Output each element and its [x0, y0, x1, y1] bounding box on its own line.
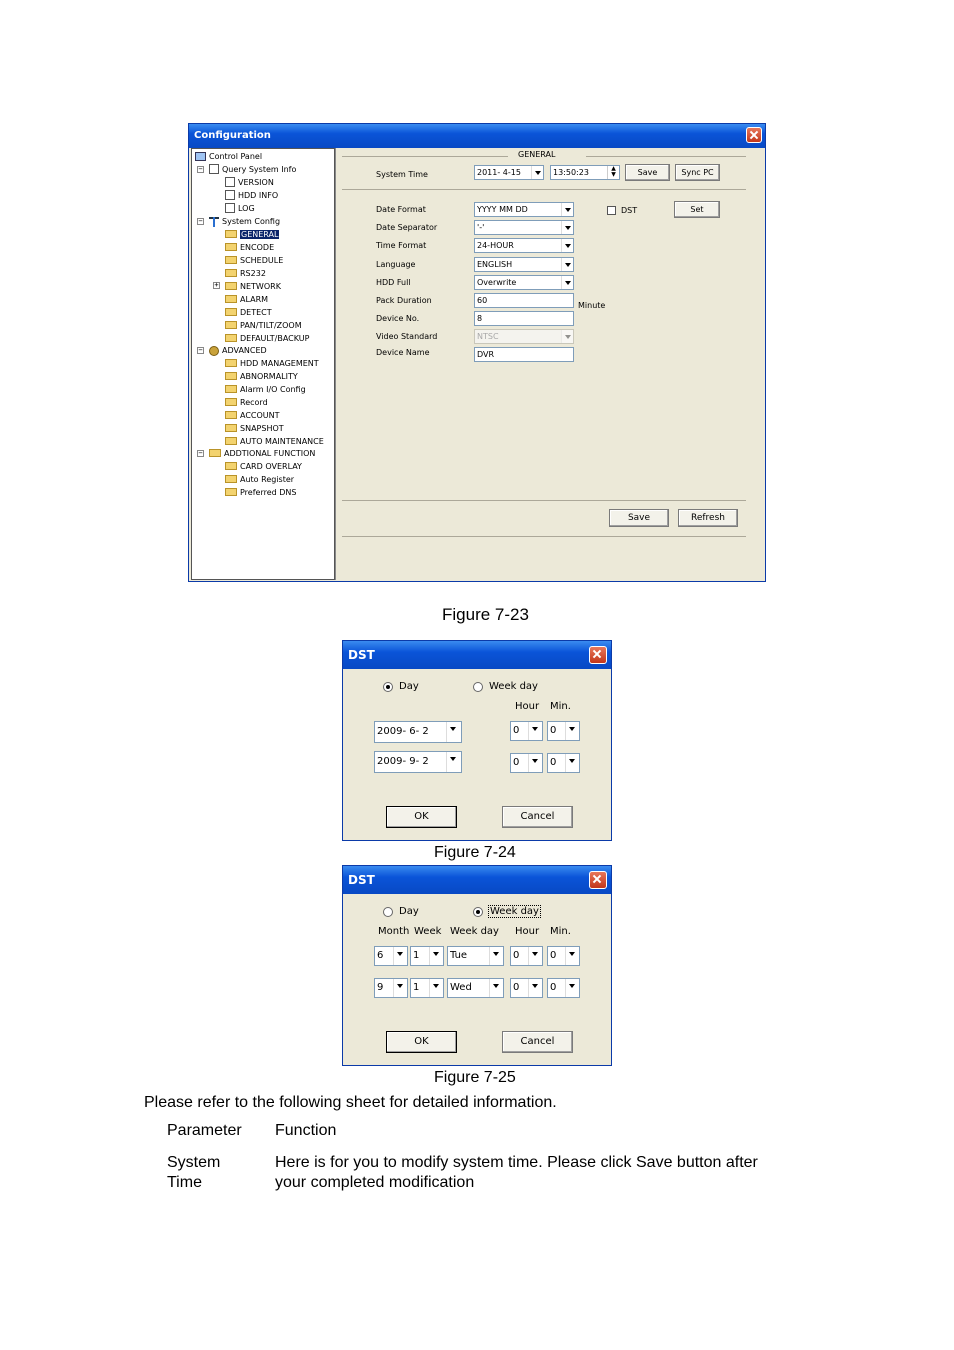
folder-icon	[225, 321, 237, 329]
folder-icon	[225, 385, 237, 393]
day-label: Day	[399, 906, 419, 917]
tree-item-record[interactable]: Record	[225, 396, 268, 409]
folder-icon	[225, 256, 237, 264]
end-hour-select[interactable]: 0	[510, 753, 543, 773]
folder-icon	[225, 334, 237, 342]
start-weekday-select[interactable]: Tue	[447, 946, 504, 966]
chevron-down-icon[interactable]	[561, 239, 573, 252]
min-header: Min.	[550, 926, 571, 937]
tree-item-account[interactable]: ACCOUNT	[225, 409, 280, 422]
video-standard-select: NTSC	[474, 329, 574, 344]
tools-icon	[209, 346, 219, 356]
table-row-param-line2: Time	[167, 1174, 202, 1191]
weekday-label: Week day	[490, 906, 539, 917]
section-title: GENERAL	[518, 150, 556, 159]
start-hour-select[interactable]: 0	[510, 721, 543, 741]
folder-icon	[225, 359, 237, 367]
date-separator-select[interactable]: '-'	[474, 220, 574, 235]
chevron-down-icon[interactable]	[531, 166, 543, 179]
tree-item-abnormality[interactable]: ABNORMALITY	[225, 370, 298, 383]
start-hour-select[interactable]: 0	[510, 946, 543, 966]
table-header-parameter: Parameter	[167, 1122, 242, 1139]
chevron-down-icon[interactable]	[561, 258, 573, 271]
folder-icon	[225, 295, 237, 303]
collapse-icon[interactable]: −	[198, 165, 203, 173]
tree-item-auto-register[interactable]: Auto Register	[225, 473, 294, 486]
day-radio[interactable]	[383, 682, 393, 692]
dst-day-dialog	[342, 640, 612, 841]
system-date-picker[interactable]: 2011- 4-15	[474, 165, 544, 180]
chevron-down-icon[interactable]	[561, 221, 573, 234]
chevron-down-icon[interactable]	[565, 979, 579, 997]
language-select[interactable]: ENGLISH	[474, 257, 574, 272]
chevron-down-icon[interactable]	[528, 979, 542, 997]
tree-item-version[interactable]: VERSION	[225, 176, 274, 189]
document-edit-icon	[225, 203, 235, 213]
tree-item-snapshot[interactable]: SNAPSHOT	[225, 422, 284, 435]
document-edit-icon	[225, 177, 235, 187]
document-edit-icon	[225, 190, 235, 200]
folder-icon	[225, 372, 237, 380]
tree-item-preferred-dns[interactable]: Preferred DNS	[225, 486, 296, 499]
chevron-down-icon[interactable]	[446, 722, 461, 742]
table-row-param-line1: System	[167, 1154, 221, 1171]
hdd-full-select[interactable]: Overwrite	[474, 275, 574, 290]
general-panel	[335, 148, 766, 580]
figure-7-24-caption: Figure 7-24	[434, 844, 516, 861]
collapse-icon[interactable]: −	[198, 217, 203, 225]
folder-icon	[225, 282, 237, 290]
device-name-label: Device Name	[376, 348, 430, 357]
tree-item-alarm[interactable]: ALARM	[225, 293, 268, 306]
weekday-label: Week day	[489, 681, 538, 692]
table-header-function: Function	[275, 1122, 337, 1139]
tree-item-schedule[interactable]: SCHEDULE	[225, 254, 283, 267]
chevron-down-icon[interactable]	[489, 947, 503, 965]
chevron-down-icon[interactable]	[489, 979, 503, 997]
tree-item-general[interactable]: GENERAL	[225, 228, 279, 241]
dst-titlebar	[343, 866, 611, 894]
folder-icon	[225, 243, 237, 251]
folder-icon	[225, 398, 237, 406]
table-row-func-line1: Here is for you to modify system time. Please click Save button after	[275, 1154, 758, 1171]
date-separator-label: Date Separator	[376, 223, 438, 232]
end-min-select[interactable]: 0	[547, 753, 580, 773]
dst-set-button[interactable]: Set	[674, 201, 720, 218]
tree-item-log[interactable]: LOG	[225, 202, 255, 215]
weekday-header: Week day	[450, 926, 499, 937]
chevron-down-icon[interactable]	[528, 947, 542, 965]
tree-item-default-backup[interactable]: DEFAULT/BACKUP	[225, 332, 309, 345]
tree-item-alarm-io-config[interactable]: Alarm I/O Config	[225, 383, 306, 396]
close-icon[interactable]	[746, 127, 762, 143]
tree-item-card-overlay[interactable]: CARD OVERLAY	[225, 460, 302, 473]
hour-header: Hour	[515, 701, 540, 712]
configuration-titlebar	[189, 124, 765, 148]
chevron-down-icon[interactable]	[561, 276, 573, 289]
device-name-input[interactable]: DVR	[474, 347, 574, 362]
collapse-icon[interactable]: −	[198, 449, 203, 457]
computer-icon	[195, 152, 206, 161]
end-date-picker[interactable]: 2009- 9- 2	[374, 751, 462, 773]
start-month-select[interactable]: 6	[374, 946, 408, 966]
chevron-down-icon[interactable]	[446, 752, 461, 772]
chevron-down-icon	[561, 330, 573, 343]
tree-root[interactable]: Control Panel	[195, 150, 262, 163]
folder-icon	[225, 411, 237, 419]
pack-duration-input[interactable]: 60	[474, 293, 574, 308]
weekday-radio[interactable]	[473, 907, 483, 917]
chevron-down-icon[interactable]	[393, 979, 407, 997]
weekday-radio[interactable]	[473, 682, 483, 692]
folder-icon	[225, 308, 237, 316]
dialog-title: DST	[348, 648, 375, 662]
folder-icon	[225, 269, 237, 277]
save-time-button[interactable]: Save	[625, 164, 670, 181]
month-header: Month	[378, 926, 410, 937]
dst-week-dialog	[342, 865, 612, 1066]
ok-button[interactable]: OK	[386, 806, 457, 828]
tree-item-system-config[interactable]: System Config	[209, 215, 280, 228]
end-month-select[interactable]: 9	[374, 978, 408, 998]
document-edit-icon	[209, 164, 219, 174]
tree-item-network[interactable]: NETWORK	[225, 280, 281, 293]
folder-icon	[225, 437, 237, 445]
chevron-down-icon[interactable]	[565, 947, 579, 965]
start-min-select[interactable]: 0	[547, 721, 580, 741]
figure-7-23-caption: Figure 7-23	[442, 605, 529, 624]
cancel-button[interactable]: Cancel	[502, 806, 573, 828]
table-row-func-line2: your completed modification	[275, 1174, 475, 1191]
hour-header: Hour	[515, 926, 540, 937]
config-tree	[191, 148, 335, 580]
video-standard-label: Video Standard	[376, 332, 438, 341]
device-no-label: Device No.	[376, 314, 420, 323]
figure-7-25-caption: Figure 7-25	[434, 1069, 516, 1086]
folder-icon	[209, 449, 221, 457]
tree-item-hdd-info[interactable]: HDD INFO	[225, 189, 278, 202]
end-min-select[interactable]: 0	[547, 978, 580, 998]
end-hour-select[interactable]: 0	[510, 978, 543, 998]
close-icon[interactable]	[589, 646, 607, 664]
folder-icon	[225, 424, 237, 432]
dialog-title: DST	[348, 873, 375, 887]
end-week-select[interactable]: 1	[410, 978, 444, 998]
collapse-icon[interactable]: −	[198, 346, 203, 354]
tree-item-rs232[interactable]: RS232	[225, 267, 266, 280]
spinner-icon[interactable]: ▲ ▼	[607, 166, 619, 179]
tree-item-advanced[interactable]: ADVANCED	[209, 344, 267, 357]
pack-duration-label: Pack Duration	[376, 296, 432, 305]
save-button[interactable]: Save	[609, 509, 669, 527]
folder-icon	[225, 475, 237, 483]
refresh-button[interactable]: Refresh	[678, 509, 738, 527]
tree-item-additional-function[interactable]: ADDTIONAL FUNCTION	[209, 447, 315, 460]
day-radio[interactable]	[383, 907, 393, 917]
chevron-down-icon[interactable]	[528, 722, 542, 740]
day-label: Day	[399, 681, 419, 692]
chevron-down-icon[interactable]	[429, 979, 443, 997]
chevron-down-icon[interactable]	[429, 947, 443, 965]
folder-icon	[225, 488, 237, 496]
sync-pc-button[interactable]: Sync PC	[675, 164, 720, 181]
start-week-select[interactable]: 1	[410, 946, 444, 966]
close-icon[interactable]	[589, 871, 607, 889]
ok-button[interactable]: OK	[386, 1031, 457, 1053]
week-header: Week	[414, 926, 442, 937]
chevron-down-icon[interactable]	[528, 754, 542, 772]
hdd-full-label: HDD Full	[376, 278, 411, 287]
tree-item-encode[interactable]: ENCODE	[225, 241, 274, 254]
device-no-input[interactable]: 8	[474, 311, 574, 326]
tree-item-pan-tilt-zoom[interactable]: PAN/TILT/ZOOM	[225, 319, 302, 332]
language-label: Language	[376, 260, 416, 269]
intro-paragraph: Please refer to the following sheet for detailed information.	[144, 1094, 557, 1111]
date-format-label: Date Format	[376, 205, 426, 214]
time-format-select[interactable]: 24-HOUR	[474, 238, 574, 253]
dst-checkbox[interactable]	[607, 206, 616, 215]
tree-item-query-system-info[interactable]: Query System Info	[209, 163, 296, 176]
window-title: Configuration	[194, 130, 271, 141]
start-min-select[interactable]: 0	[547, 946, 580, 966]
tree-item-hdd-management[interactable]: HDD MANAGEMENT	[225, 357, 319, 370]
cancel-button[interactable]: Cancel	[502, 1031, 573, 1053]
time-format-label: Time Format	[376, 241, 427, 250]
date-format-select[interactable]: YYYY MM DD	[474, 202, 574, 217]
end-weekday-select[interactable]: Wed	[447, 978, 504, 998]
pack-duration-unit: Minute	[578, 301, 606, 310]
chevron-down-icon[interactable]	[393, 947, 407, 965]
min-header: Min.	[550, 701, 571, 712]
tree-item-detect[interactable]: DETECT	[225, 306, 272, 319]
dst-titlebar	[343, 641, 611, 669]
folder-icon	[225, 462, 237, 470]
dst-label: DST	[621, 206, 638, 215]
system-config-icon	[209, 217, 219, 227]
chevron-down-icon[interactable]	[565, 754, 579, 772]
tree-item-auto-maintenance[interactable]: AUTO MAINTENANCE	[225, 435, 324, 448]
folder-icon	[225, 230, 237, 238]
expand-icon[interactable]: +	[214, 281, 219, 289]
chevron-down-icon[interactable]	[561, 203, 573, 216]
start-date-picker[interactable]: 2009- 6- 2	[374, 721, 462, 743]
configuration-window	[188, 123, 766, 582]
system-time-label: System Time	[376, 170, 428, 179]
chevron-down-icon[interactable]	[565, 722, 579, 740]
system-clock-spinner[interactable]: 13:50:23 ▲ ▼	[550, 165, 620, 180]
